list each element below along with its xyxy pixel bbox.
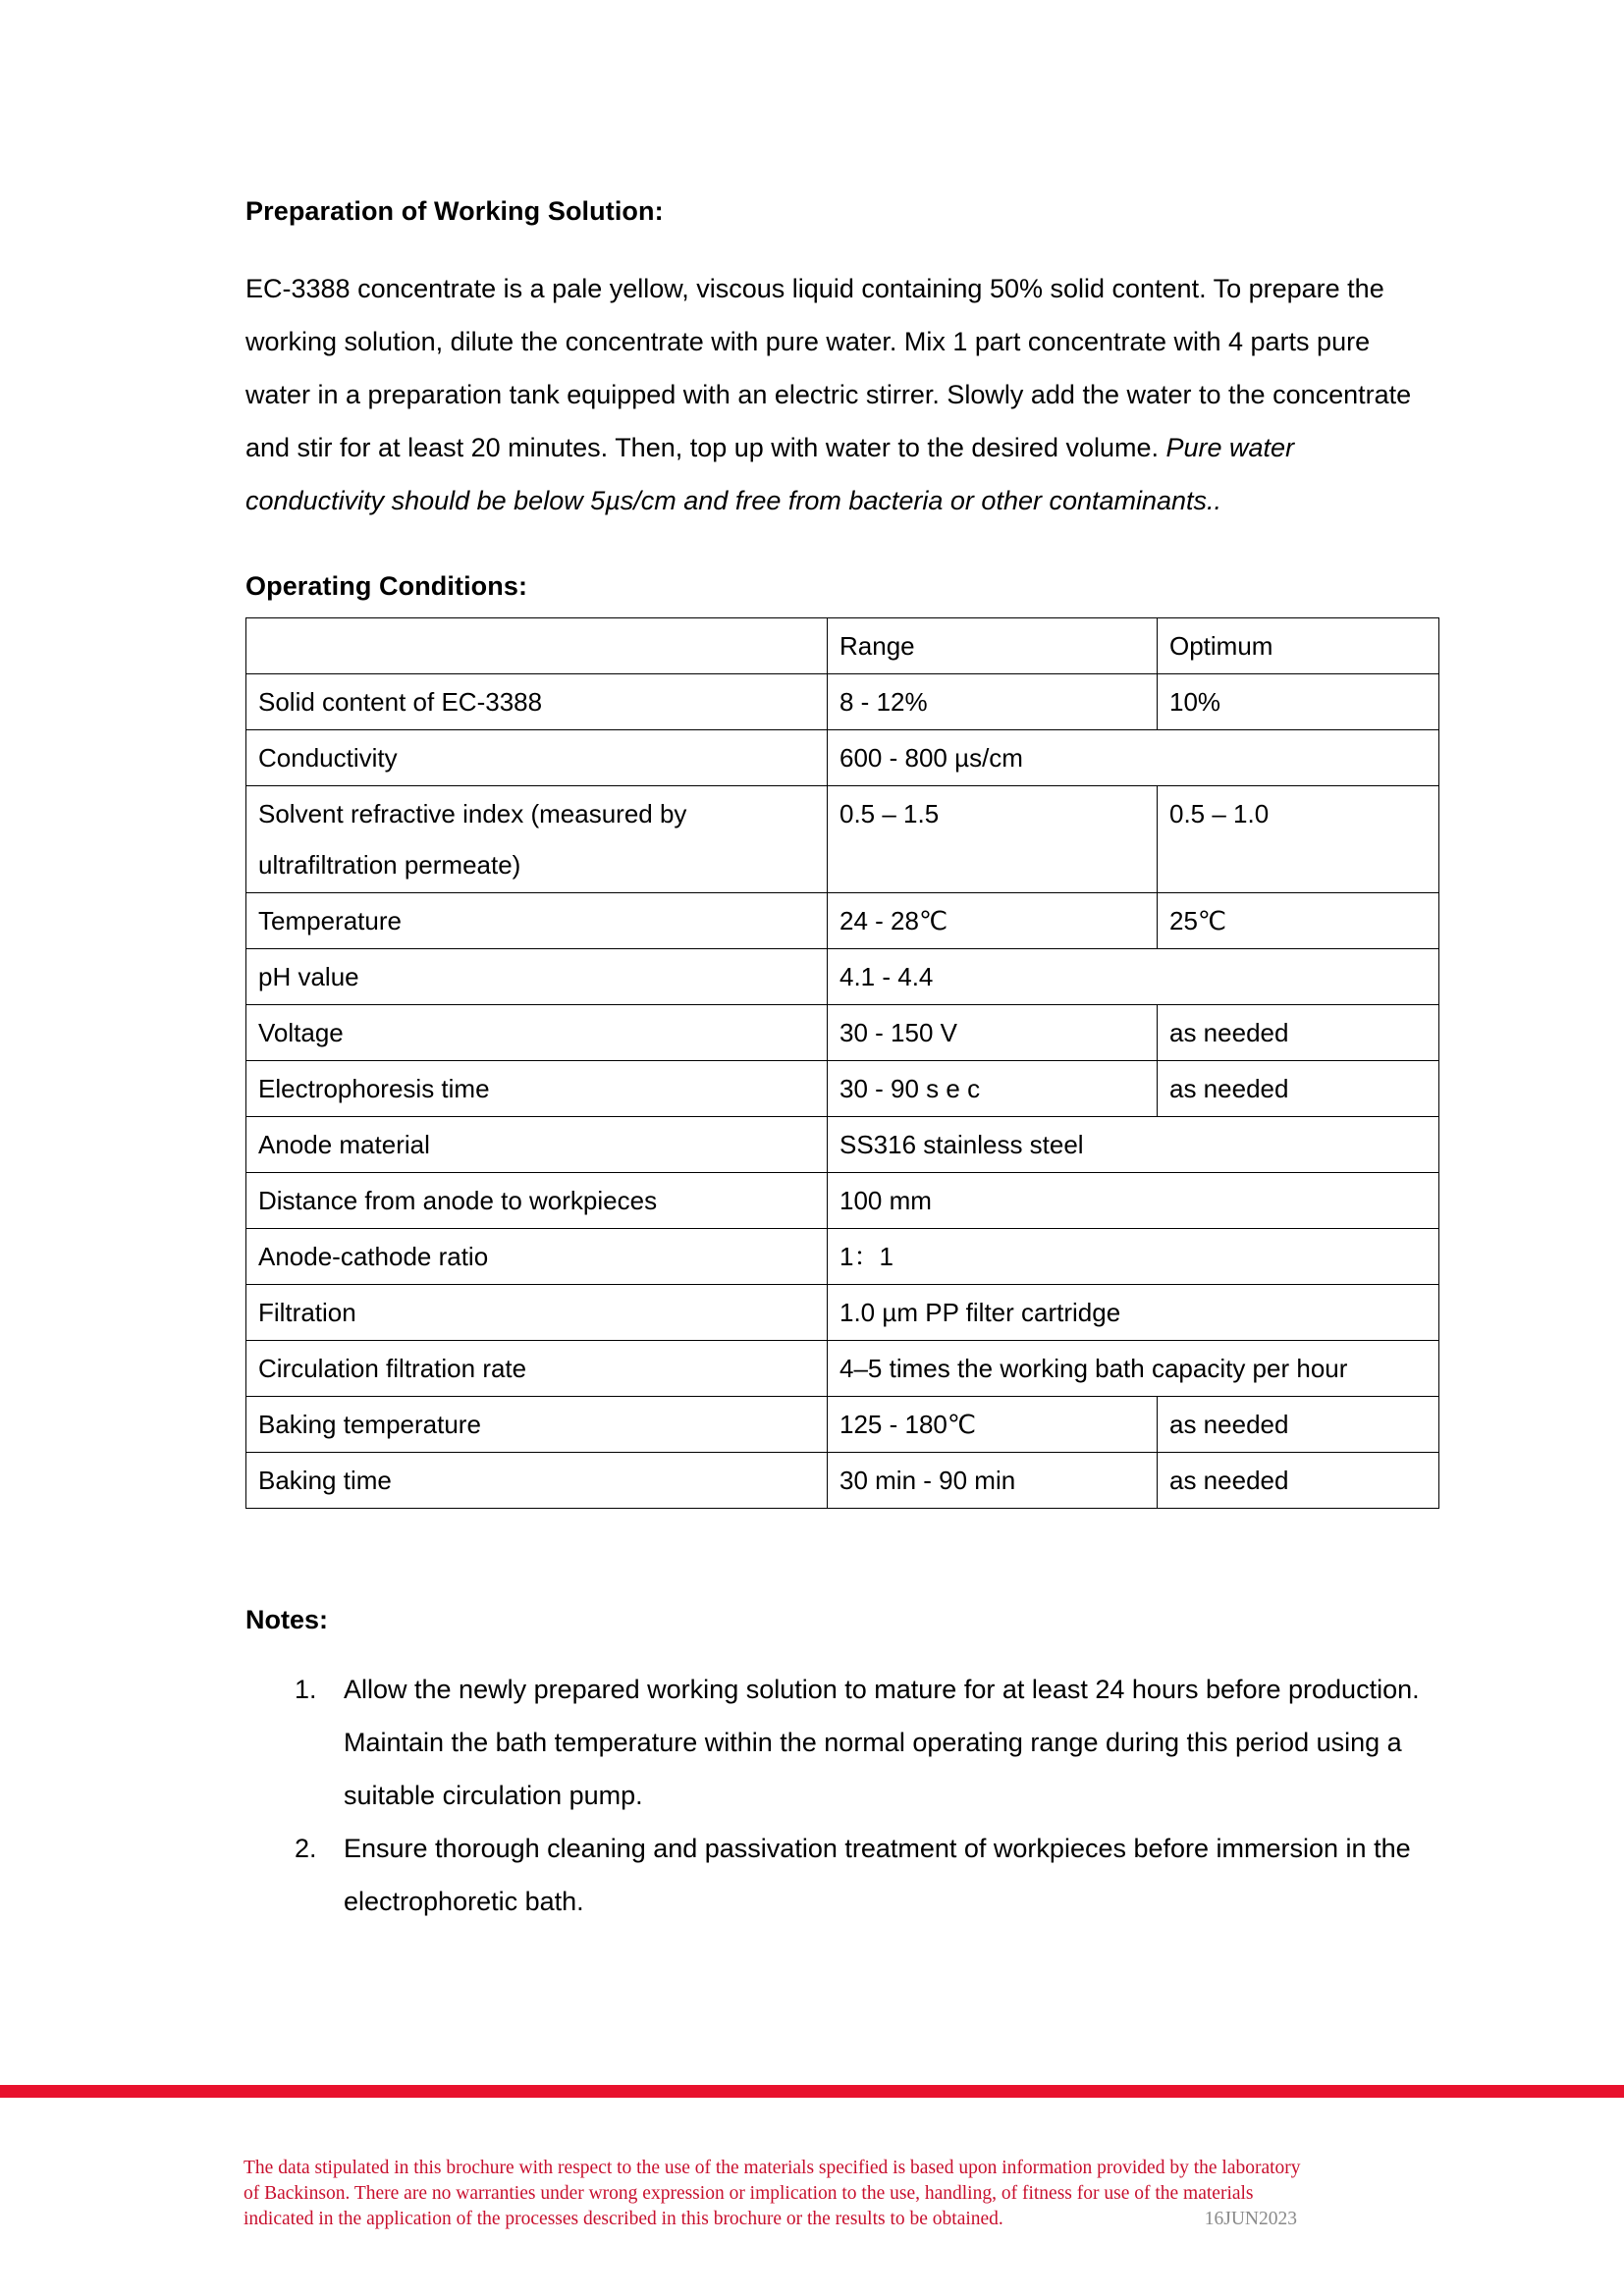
table-row (246, 1285, 1439, 1341)
header-cell-range: Range (828, 618, 1158, 674)
table-row (246, 1117, 1439, 1173)
row-label-cell: Distance from anode to workpieces (246, 1173, 828, 1229)
table-row (246, 1005, 1439, 1061)
disclaimer-last-row (244, 2207, 1387, 2232)
row-label-cell: Electrophoresis time (246, 1061, 828, 1117)
table-row (246, 730, 1439, 786)
disclaimer-line-3: indicated in the application of the processes described in this brochure or the results to be obtained. (244, 2209, 1003, 2229)
table-header-row (246, 618, 1439, 674)
row-label-cell: Solid content of EC-3388 (246, 674, 828, 730)
row-range-cell: 1：1 (828, 1229, 1439, 1285)
row-label-cell: Circulation filtration rate (246, 1341, 828, 1397)
footer-disclaimer-block (244, 2156, 1387, 2232)
row-range-cell: 0.5 – 1.5 (828, 786, 1158, 893)
row-optimum-cell: 10% (1158, 674, 1439, 730)
row-range-cell: 30 - 150 V (828, 1005, 1158, 1061)
row-range-cell: 600 - 800 µs/cm (828, 730, 1439, 786)
notes-heading: Notes: (245, 1605, 329, 1634)
row-optimum-cell: as needed (1158, 1061, 1439, 1117)
table-row (246, 1173, 1439, 1229)
header-cell-blank (246, 618, 828, 674)
row-range-cell: 4.1 - 4.4 (828, 949, 1439, 1005)
operating-conditions-heading: Operating Conditions: (245, 571, 528, 601)
operating-conditions-table (245, 617, 1439, 1509)
notes-list (245, 1663, 1438, 1928)
row-label-cell: Anode-cathode ratio (246, 1229, 828, 1285)
row-label-cell: Temperature (246, 893, 828, 949)
table-row (246, 786, 1439, 893)
row-range-cell: 100 mm (828, 1173, 1439, 1229)
note-item: Allow the newly prepared working solution to mature for at least 24 hours before production. Maintain the bath temperature within the normal operating range during this period using a suitable circulation pump. (344, 1675, 1420, 1810)
row-label-cell: Voltage (246, 1005, 828, 1061)
row-label-cell: Anode material (246, 1117, 828, 1173)
disclaimer-line-2: of Backinson. There are no warranties under wrong expression or implication to the use, handling, of fitness for use of the materials (244, 2183, 1254, 2204)
row-optimum-cell: 0.5 – 1.0 (1158, 786, 1439, 893)
row-range-cell: 8 - 12% (828, 674, 1158, 730)
row-range-cell: 24 - 28℃ (828, 893, 1158, 949)
table-body (246, 618, 1439, 1509)
row-label-cell: Filtration (246, 1285, 828, 1341)
table-row (246, 1229, 1439, 1285)
row-label-cell: Baking time (246, 1453, 828, 1509)
preparation-body-text: EC-3388 concentrate is a pale yellow, viscous liquid containing 50% solid content. To prepare the working solution, dilute the concentrate with pure water. Mix 1 part concentrate with 4 parts pure water in a preparation tank equipped with an electric stirrer. Slowly add the water to the concentrate and stir for at least 20 minutes. Then, top up with water to the desired volume. (245, 274, 1412, 462)
table-row (246, 1341, 1439, 1397)
row-range-cell: 1.0 µm PP filter cartridge (828, 1285, 1439, 1341)
row-label-cell: Conductivity (246, 730, 828, 786)
row-optimum-cell: 25℃ (1158, 893, 1439, 949)
row-label-cell: Solvent refractive index (measured by ultrafiltration permeate) (246, 786, 828, 893)
header-cell-optimum: Optimum (1158, 618, 1439, 674)
preparation-paragraph (245, 262, 1438, 527)
table-row (246, 1061, 1439, 1117)
row-range-cell: 125 - 180℃ (828, 1397, 1158, 1453)
document-content (245, 196, 1438, 1928)
disclaimer-line-1: The data stipulated in this brochure with respect to the use of the materials specified is based upon information provided by the laboratory (244, 2158, 1301, 2178)
preparation-heading: Preparation of Working Solution: (245, 196, 664, 226)
table-row (246, 674, 1439, 730)
row-label-cell: Baking temperature (246, 1397, 828, 1453)
row-range-cell: 30 - 90 s e c (828, 1061, 1158, 1117)
footer-date: 16JUN2023 (1204, 2209, 1297, 2229)
row-range-cell: 4–5 times the working bath capacity per hour (828, 1341, 1439, 1397)
table-row (246, 949, 1439, 1005)
footer-red-rule (0, 2085, 1624, 2098)
row-optimum-cell: as needed (1158, 1453, 1439, 1509)
row-optimum-cell: as needed (1158, 1397, 1439, 1453)
row-range-cell: 30 min - 90 min (828, 1453, 1158, 1509)
table-row (246, 1453, 1439, 1509)
note-item: Ensure thorough cleaning and passivation treatment of workpieces before immersion in the electrophoretic bath. (344, 1834, 1411, 1916)
row-optimum-cell: as needed (1158, 1005, 1439, 1061)
row-label-cell: pH value (246, 949, 828, 1005)
row-range-cell: SS316 stainless steel (828, 1117, 1439, 1173)
table-row (246, 893, 1439, 949)
preparation-body-italic: Pure water conductivity should be below 5µs/cm and free from bacteria or other contaminants.. (245, 433, 1295, 515)
table-row (246, 1397, 1439, 1453)
